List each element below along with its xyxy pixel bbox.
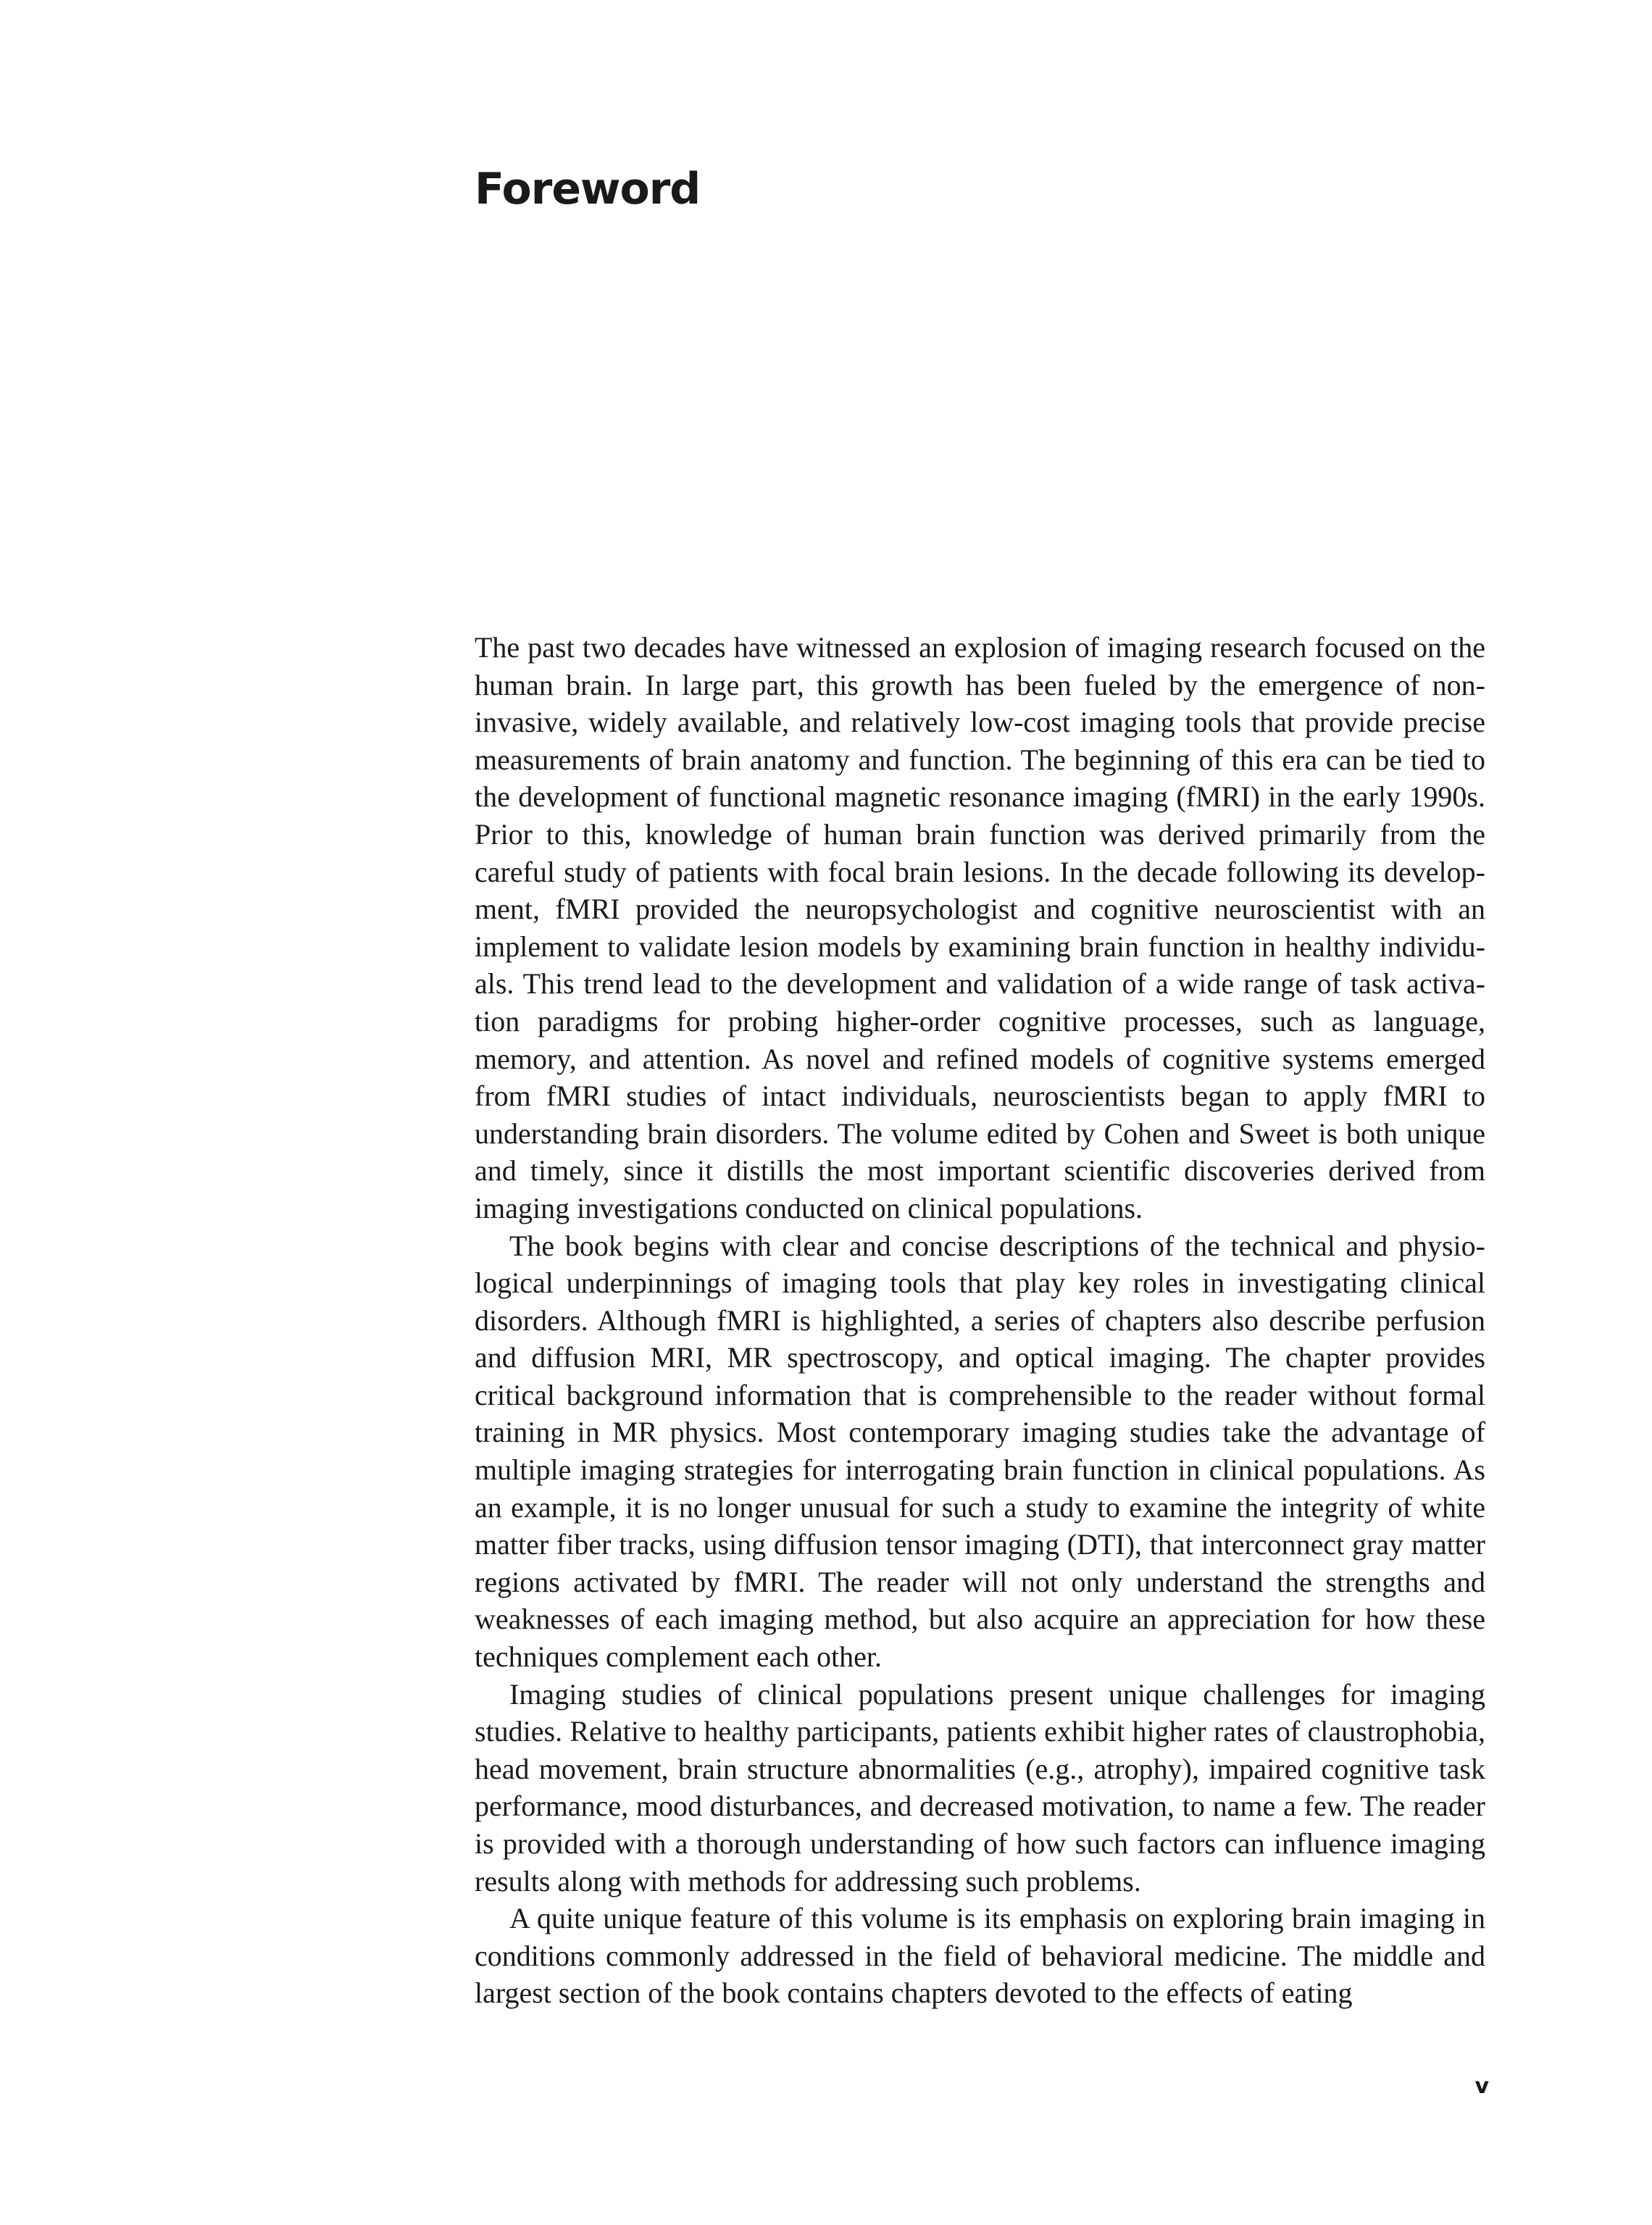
body-paragraph-2: The book begins with clear and concise descriptions of the technical and physiological underpinnings of imaging tools that play key roles in investigating clinical disorders. Although fMRI is highlighted, a series of chapters also describe perfusion and diffusion MRI, MR spectroscopy, and optical imaging. The chapter provides critical background information that is comprehensible to the reader without formal training in MR physics. Most contemporary imaging studies take the advantage of multiple imaging strategies for interrogating brain function in clinical populations. As an example, it is no longer unusual for such a study to examine the integrity of white matter fiber tracks, using diffusion tensor imaging (DTI), that interconnect gray matter regions activated by fMRI. The reader will not only understand the strengths and weaknesses of each imaging method, but also acquire an appreciation for how these techniques complement each other. — [475, 1229, 1485, 1674]
body-paragraph-1: The past two decades have witnessed an explosion of imaging research focused on the human brain. In large part, this growth has been fueled by the emergence of non-invasive, widely available, and relatively low-cost imaging tools that provide precise measurements of brain anatomy and function. The beginning of this era can be tied to the development of functional magnetic resonance imaging (fMRI) in the early 1990s. Prior to this, knowledge of human brain function was derived primarily from the careful study of patients with focal brain lesions. In the decade following its development, fMRI provided the neuropsychologist and cognitive neuroscientist with an implement to validate lesion models by examining brain function in healthy individuals. This trend lead to the development and validation of a wide range of task activation paradigms for probing higher-order cognitive processes, such as language, memory, and attention. As novel and refined models of cognitive systems emerged from fMRI studies of intact individuals, neuroscientists began to apply fMRI to understanding brain disorders. The volume edited by Cohen and Sweet is both unique and timely, since it distills the most important scientific discoveries derived from imaging investigations conducted on clinical populations. — [475, 631, 1485, 1224]
page-title: Foreword — [475, 164, 701, 214]
body-paragraph-4: A quite unique feature of this volume is its emphasis on exploring brain imaging in conditions commonly addressed in the field of behavioral medicine. The middle and largest section of the book contains chapters devoted to the effects of eating — [475, 1902, 1485, 2010]
body-paragraph-3: Imaging studies of clinical populations present unique challenges for imaging studies. Relative to healthy participants, patients exhibit higher rates of claustrophobia, head movement, brain structure abnormalities (e.g., atrophy), impaired cognitive task performance, mood disturbances, and decreased motivation, to name a few. The reader is provided with a thorough understanding of how such factors can influence imaging results along with methods for addressing such problems. — [475, 1677, 1485, 1898]
foreword-body — [475, 629, 1485, 2012]
page-number: v — [1474, 2074, 1489, 2099]
